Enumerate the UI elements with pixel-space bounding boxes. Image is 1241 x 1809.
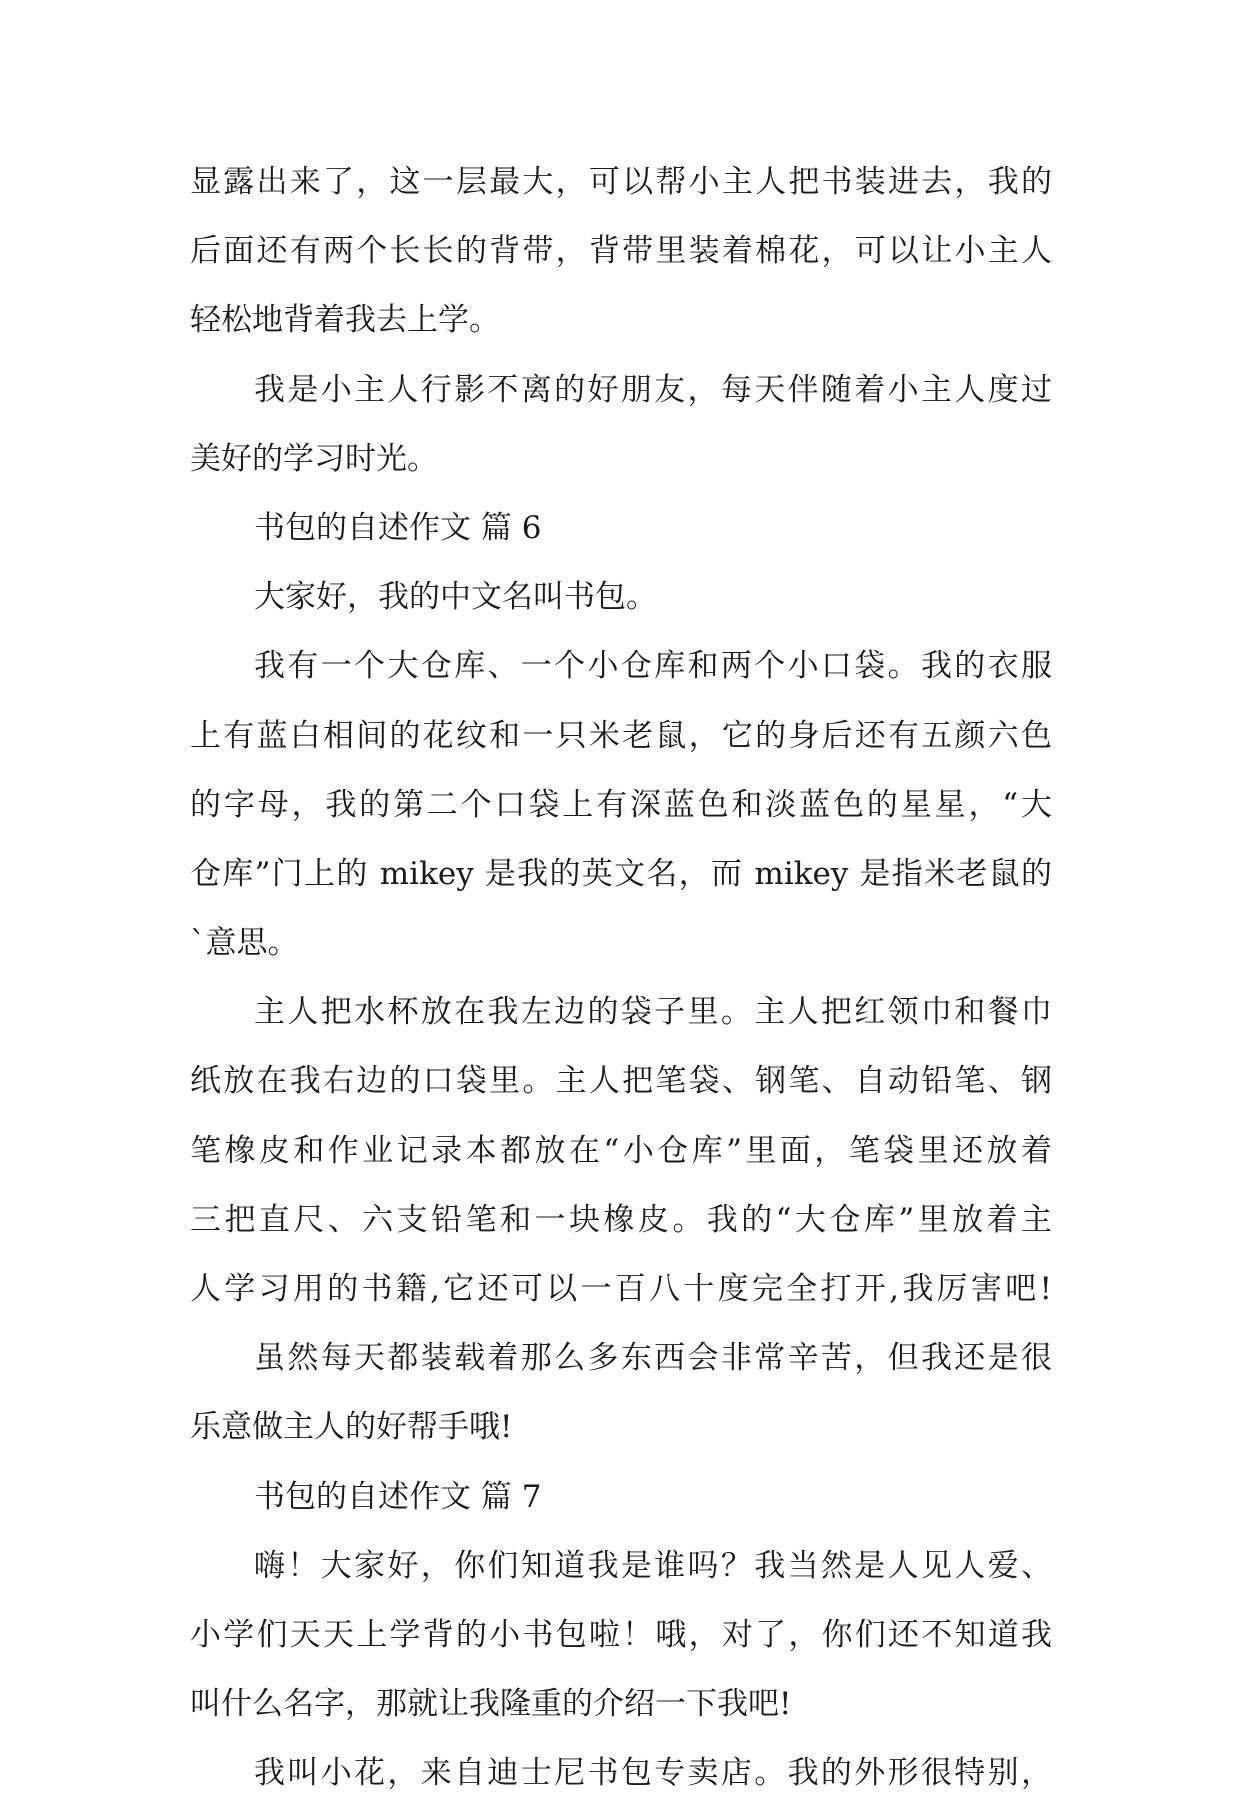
text-line: 轻松地背着我去上学。 [190, 302, 500, 339]
text-line: 人学习用的书籍,它还可以一百八十度完全打开,我厉害吧! [190, 1271, 1052, 1307]
text-line: 的字母，我的第二个口袋上有深蓝色和淡蓝色的星星，“大 [190, 786, 1052, 823]
text-line: 乐意做主人的好帮手哦! [190, 1409, 513, 1446]
text-line: 嗨！大家好，你们知道我是谁吗？我当然是人见人爱、 [254, 1547, 1052, 1584]
text-line: 显露出来了，这一层最大，可以帮小主人把书装进去，我的 [190, 164, 1052, 200]
text-line: 笔橡皮和作业记录本都放在“小仓库”里面，笔袋里还放着 [190, 1132, 1052, 1169]
text-line: 我叫小花，来自迪士尼书包专卖店。我的外形很特别， [254, 1755, 1052, 1792]
text-line: 仓库”门上的 mikey 是我的英文名，而 mikey 是指米老鼠的 [190, 855, 1052, 892]
text-line: 纸放在我右边的口袋里。主人把笔袋、钢笔、自动铅笔、钢 [190, 1063, 1052, 1100]
text-line: 我是小主人行影不离的好朋友，每天伴随着小主人度过 [254, 371, 1052, 408]
text-line: 美好的学习时光。 [190, 440, 438, 477]
section-heading: 书包的自述作文 篇 7 [254, 1478, 542, 1515]
text-line: 我有一个大仓库、一个小仓库和两个小口袋。我的衣服 [254, 648, 1052, 685]
text-line: 大家好，我的中文名叫书包。 [254, 579, 657, 616]
text-line: 叫什么名字，那就让我隆重的介绍一下我吧! [190, 1686, 792, 1723]
document-body [190, 148, 1052, 1809]
text-line: 三把直尺、六支铅笔和一块橡皮。我的“大仓库”里放着主 [190, 1201, 1052, 1238]
text-line: `意思。 [190, 925, 299, 962]
section-heading: 书包的自述作文 篇 6 [254, 509, 542, 546]
text-line: 后面还有两个长长的背带，背带里装着棉花，可以让小主人 [190, 233, 1052, 270]
text-line: 虽然每天都装载着那么多东西会非常辛苦，但我还是很 [254, 1340, 1052, 1377]
text-line: 小学们天天上学背的小书包啦！哦，对了，你们还不知道我 [190, 1616, 1052, 1653]
text-line: 上有蓝白相间的花纹和一只米老鼠，它的身后还有五颜六色 [190, 717, 1052, 754]
text-line: 主人把水杯放在我左边的袋子里。主人把红领巾和餐巾 [254, 994, 1052, 1031]
